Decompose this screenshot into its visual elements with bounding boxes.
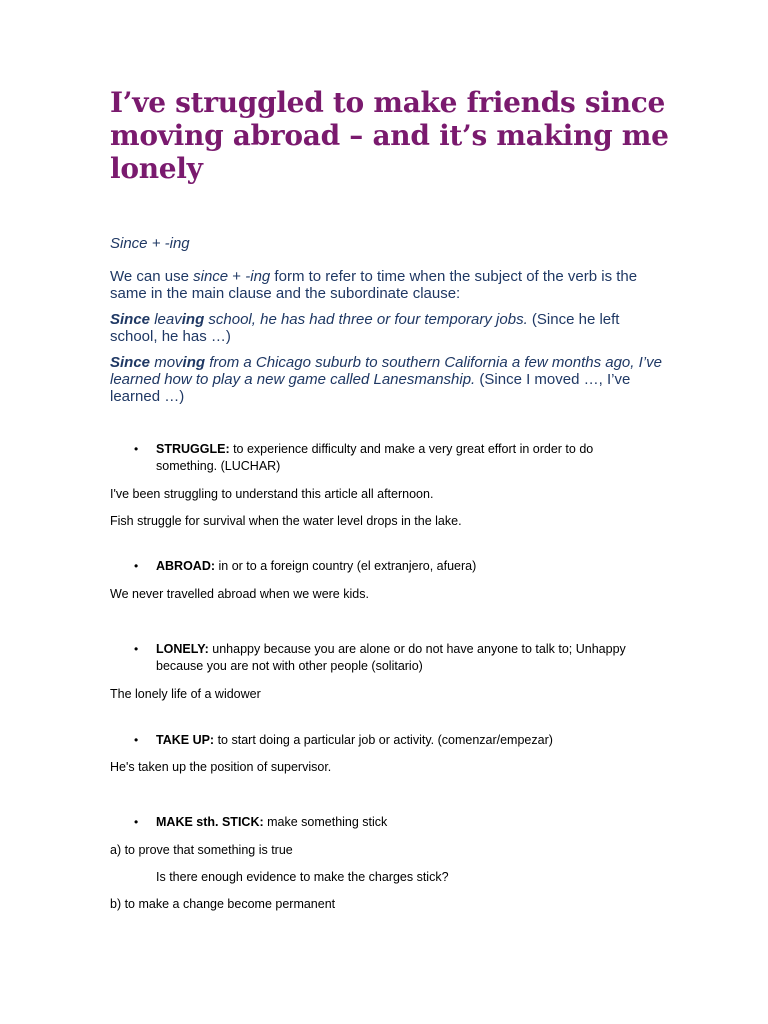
vocab-definition: in or to a foreign country (el extranjero, afuera) — [215, 559, 477, 573]
example-sentence: We never travelled abroad when we were kids. — [110, 587, 369, 601]
bullet-icon: • — [134, 559, 139, 573]
vocab-term: MAKE sth. STICK: — [156, 815, 264, 829]
vocab-definition: to experience difficulty and make a very great effort in order to do something. (LUCHAR) — [156, 442, 594, 473]
vocab-term: STRUGGLE: — [156, 442, 230, 456]
vocab-item-take-up — [134, 732, 646, 749]
example-sentence: Fish struggle for survival when the water level drops in the lake. — [110, 514, 462, 528]
vocab-item-struggle — [134, 441, 646, 475]
grammar-intro: We can use since + -ing form to refer to time when the subject of the verb is the same in the main clause and the subordinate clause: — [110, 268, 638, 302]
vocab-item-make-stick — [134, 814, 646, 831]
example-sentence: Is there enough evidence to make the charges stick? — [156, 870, 449, 884]
grammar-example-2: Since moving from a Chicago suburb to southern California a few months ago, I’ve learned how to play a new game called Lanesmanship. (Since I moved …, I’ve learned …) — [110, 354, 662, 405]
vocab-term: TAKE UP: — [156, 733, 215, 747]
grammar-heading: Since + -ing — [110, 235, 190, 252]
bullet-icon: • — [134, 815, 139, 829]
article-title: I’ve struggled to make friends since moving abroad – and it’s making me lonely — [110, 86, 669, 185]
bullet-icon: • — [134, 442, 139, 456]
example-sentence: I've been struggling to understand this article all afternoon. — [110, 487, 434, 501]
vocab-item-lonely — [134, 641, 646, 675]
bullet-icon: • — [134, 733, 139, 747]
vocab-definition: unhappy because you are alone or do not have anyone to talk to; Unhappy because you are not with other people (solitario) — [156, 642, 626, 673]
vocab-term: ABROAD: — [156, 559, 216, 573]
vocab-definition: to start doing a particular job or activity. (comenzar/empezar) — [214, 733, 553, 747]
sense-b: b) to make a change become permanent — [110, 897, 336, 911]
vocab-item-abroad — [134, 558, 646, 575]
sense-a: a) to prove that something is true — [110, 843, 293, 857]
bullet-icon: • — [134, 642, 139, 656]
grammar-example-1: Since leaving school, he has had three or four temporary jobs. (Since he left school, he has …) — [110, 311, 620, 345]
example-sentence: The lonely life of a widower — [110, 687, 261, 701]
example-sentence: He's taken up the position of supervisor. — [110, 760, 332, 774]
vocab-term: LONELY: — [156, 642, 209, 656]
vocab-definition: make something stick — [263, 815, 388, 829]
